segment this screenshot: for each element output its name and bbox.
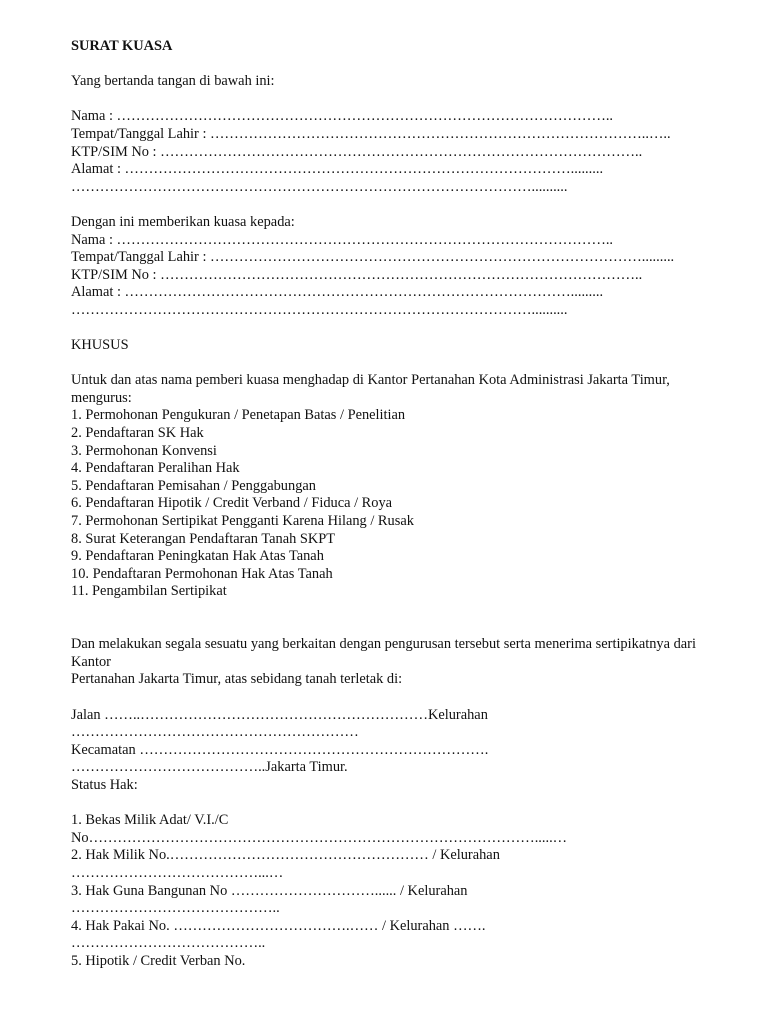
list-item: …………………………………….. xyxy=(71,900,280,917)
khusus-heading: KHUSUS xyxy=(71,337,129,354)
list-item: 1. Permohonan Pengukuran / Penetapan Batas / Penelitian xyxy=(71,407,406,424)
list-item: 8. Surat Keterangan Pendaftaran Tanah SKPT xyxy=(71,530,336,547)
grantor-ktp-field: KTP/SIM No : ……………………………………………………………………………………….. xyxy=(71,143,643,160)
document-page xyxy=(71,38,731,970)
location-kecamatan-continuation: …………………………………..Jakarta Timur. xyxy=(71,759,348,776)
task-list xyxy=(71,407,731,601)
purpose-text-line1: Untuk dan atas nama pemberi kuasa menghadap di Kantor Pertanahan Kota Administrasi Jakarta Timur, xyxy=(71,372,670,389)
spacer xyxy=(71,56,731,74)
status-hak-heading: Status Hak: xyxy=(71,776,138,793)
spacer xyxy=(71,320,731,338)
list-item: ………………………………….. xyxy=(71,935,266,952)
status-list xyxy=(71,812,731,970)
spacer xyxy=(71,91,731,109)
purpose-text-line2: mengurus: xyxy=(71,389,132,406)
list-item: 3. Hak Guna Bangunan No …………………………...... / Kelurahan xyxy=(71,882,468,899)
list-item: 3. Permohonan Konvensi xyxy=(71,442,217,459)
grantor-alamat-field: Alamat : …………………………………………………………………………………......... xyxy=(71,161,604,178)
location-jalan-continuation: …………………………………………………… xyxy=(71,724,359,741)
list-item: 4. Hak Pakai No. ……………………………….…… / Kelurahan ……. xyxy=(71,917,486,934)
list-item: No………………………………………………………………………………….....… xyxy=(71,829,568,846)
list-item: 2. Pendaftaran SK Hak xyxy=(71,425,204,442)
list-item: 7. Permohonan Sertipikat Pengganti Karena Hilang / Rusak xyxy=(71,513,414,530)
grantee-alamat-continuation: …………………………………………………………………………………….......... xyxy=(71,301,568,318)
grantor-ttl-field: Tempat/Tanggal Lahir : ………………………………………………………………………………..….. xyxy=(71,125,671,142)
list-item: 5. Pendaftaran Pemisahan / Penggabungan xyxy=(71,477,316,494)
closing-text-line3: Pertanahan Jakarta Timur, atas sebidang tanah terletak di: xyxy=(71,671,403,688)
grantor-alamat-continuation: …………………………………………………………………………………….......... xyxy=(71,178,568,195)
list-item: 9. Pendaftaran Peningkatan Hak Atas Tanah xyxy=(71,548,324,565)
grantee-alamat-field: Alamat : …………………………………………………………………………………......... xyxy=(71,284,604,301)
spacer xyxy=(71,795,731,813)
closing-text-line1: Dan melakukan segala sesuatu yang berkaitan dengan pengurusan tersebut serta menerima sertipikatnya dari xyxy=(71,636,696,653)
list-item: 1. Bekas Milik Adat/ V.I./C xyxy=(71,812,229,829)
list-item: 6. Pendaftaran Hipotik / Credit Verband / Fiduca / Roya xyxy=(71,495,393,512)
grantee-nama-field: Nama : ………………………………………………………………………………………….. xyxy=(71,231,614,248)
closing-text-line2: Kantor xyxy=(71,653,111,670)
list-item: 5. Hipotik / Credit Verban No. xyxy=(71,952,246,969)
list-item: 11. Pengambilan Sertipikat xyxy=(71,583,227,600)
grantee-ttl-field: Tempat/Tanggal Lahir : ………………………………………………………………………………......... xyxy=(71,249,675,266)
document-title: SURAT KUASA xyxy=(71,38,173,54)
grantee-ktp-field: KTP/SIM No : ……………………………………………………………………………………….. xyxy=(71,266,643,283)
location-jalan-field: Jalan ……..……………………………………………………Kelurahan xyxy=(71,706,488,723)
spacer xyxy=(71,601,731,636)
grantee-intro-text: Dengan ini memberikan kuasa kepada: xyxy=(71,213,295,230)
list-item: …………………………………...… xyxy=(71,864,284,881)
grantor-nama-field: Nama : ………………………………………………………………………………………….. xyxy=(71,108,614,125)
list-item: 10. Pendaftaran Permohonan Hak Atas Tanah xyxy=(71,565,333,582)
intro-text: Yang bertanda tangan di bawah ini: xyxy=(71,73,275,90)
location-kecamatan-field: Kecamatan ………………………………………………………………. xyxy=(71,741,489,758)
spacer xyxy=(71,689,731,707)
spacer xyxy=(71,355,731,373)
list-item: 2. Hak Milik No.……………………………………………… / Kelurahan xyxy=(71,847,500,864)
spacer xyxy=(71,196,731,214)
list-item: 4. Pendaftaran Peralihan Hak xyxy=(71,460,240,477)
